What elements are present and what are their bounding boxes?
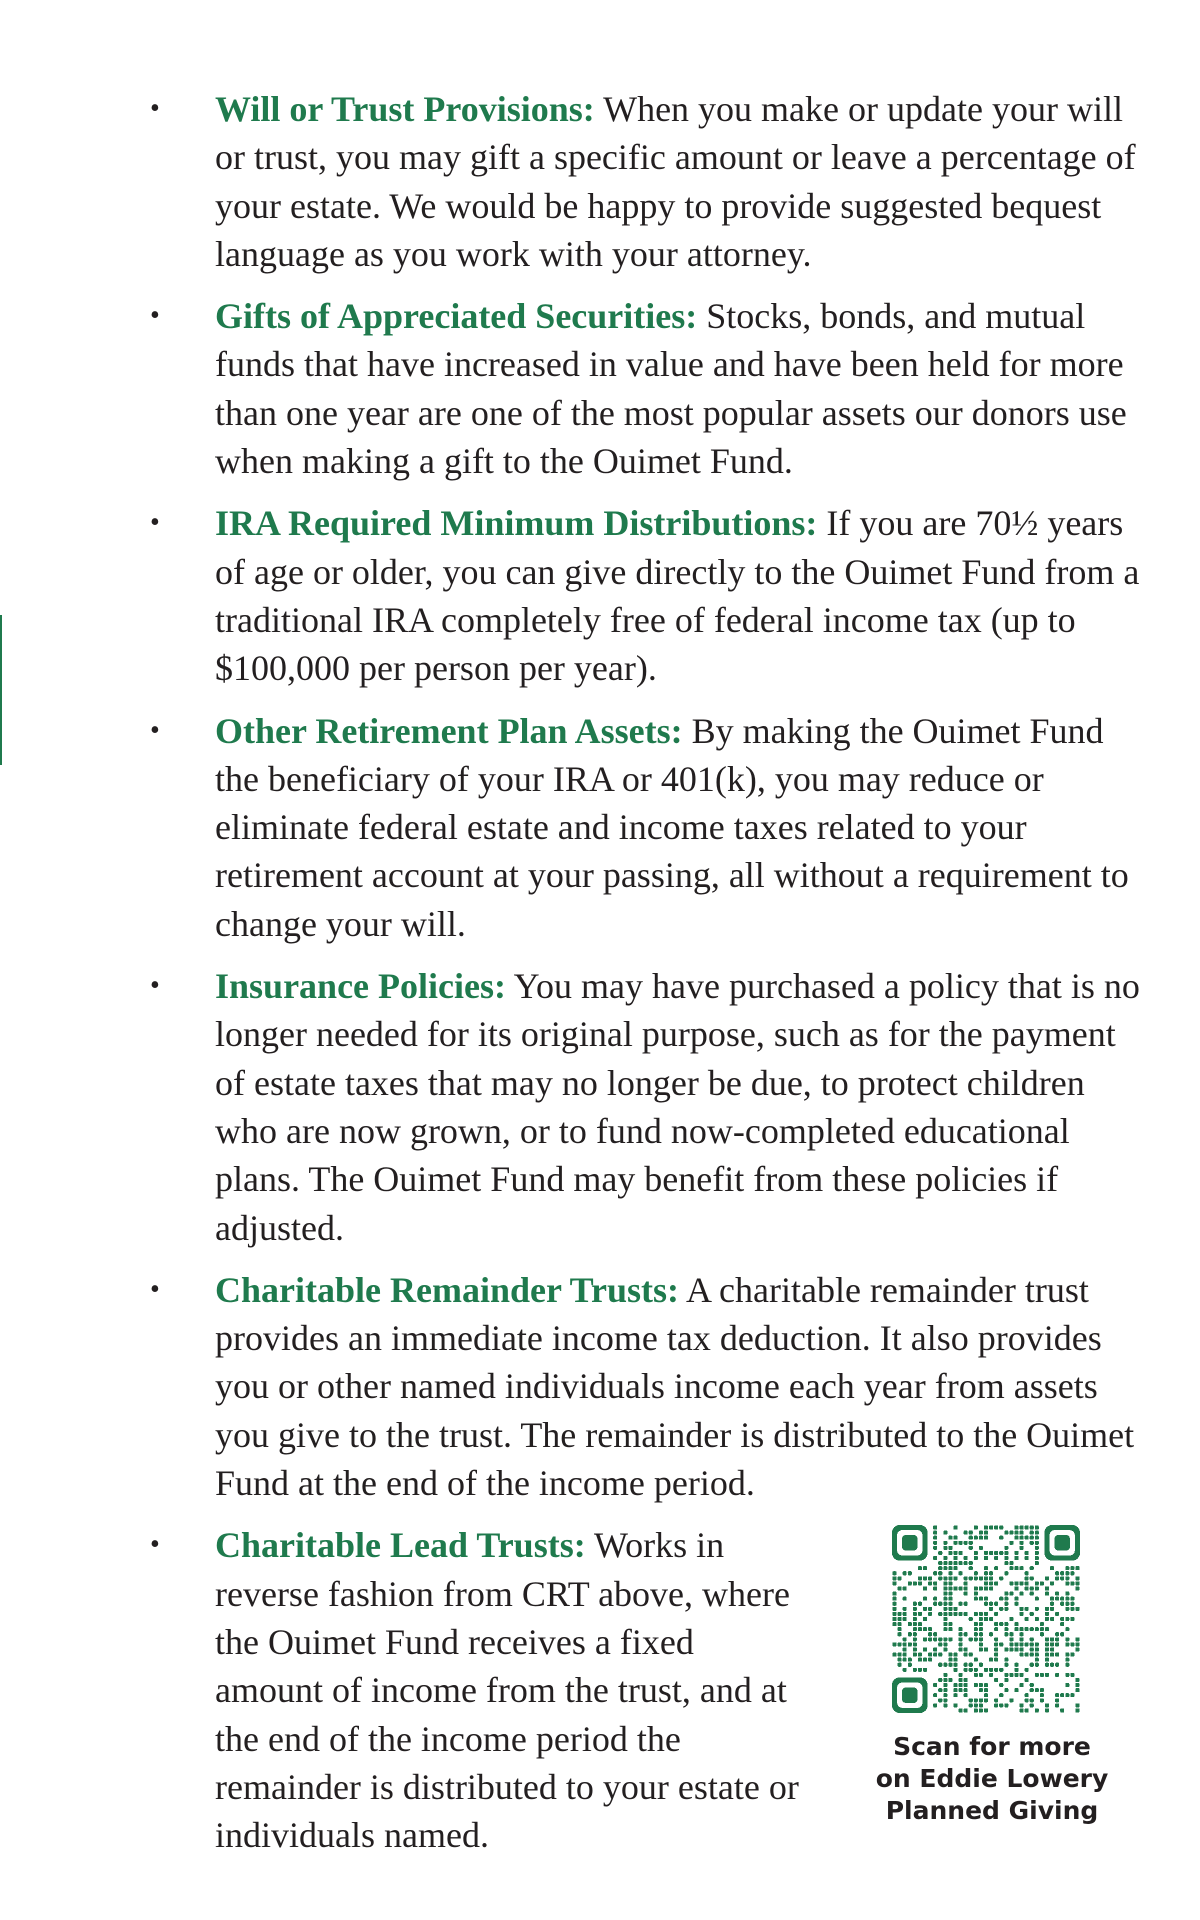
- gift-option-title: Insurance Policies:: [215, 966, 506, 1007]
- gift-option-title: Charitable Lead Trusts:: [215, 1525, 586, 1566]
- gift-option-will-trust: [150, 85, 1140, 278]
- qr-code-block: [872, 1525, 1112, 1827]
- gift-option-text: A charitable remainder trust provides an immediate income tax deduction. It also provides you or other named individuals income each year from assets you give to the trust. The remainder is distributed to the Ouimet Fund at the end of the income period.: [215, 1269, 1135, 1504]
- gift-option-body: [215, 1521, 800, 1859]
- gift-option-text: When you make or update your will or trust, you may gift a specific amount or leave a percentage of your estate. We would be happy to provide suggested bequest language as you work with your attorney.: [215, 89, 1136, 274]
- qr-caption-line: on Eddie Lowery: [875, 1764, 1109, 1793]
- gift-option-securities: [150, 292, 1140, 485]
- gift-option-text: If you are 70½ years of age or older, you can give directly to the Ouimet Fund from a traditional IRA completely free of federal income tax (up to $100,000 per person per year).: [215, 503, 1140, 689]
- qr-caption: [872, 1731, 1112, 1827]
- gift-option-retirement-assets: [150, 707, 1140, 948]
- gift-option-text: Stocks, bonds, and mutual funds that have increased in value and have been held for more than one year are one of the most popular assets our donors use when making a gift to the Ouimet Fund.: [215, 296, 1127, 482]
- gift-option-title: Gifts of Appreciated Securities:: [215, 296, 698, 337]
- gift-option-title: Will or Trust Provisions:: [215, 89, 595, 129]
- gift-option-text: You may have purchased a policy that is no longer needed for its original purpose, such as for the payment of estate taxes that may no longer be due, to protect children who are now grown, or to fund now-completed educational plans. The Ouimet Fund may benefit from these policies if adjusted.: [215, 966, 1140, 1248]
- bullet-icon: •: [150, 93, 160, 124]
- gift-option-insurance: [150, 962, 1140, 1252]
- bullet-icon: •: [150, 1529, 160, 1561]
- gift-option-text: Works in reverse fashion from CRT above, where the Ouimet Fund receives a fixed amount of income from the trust, and at the end of the income period the remainder is distributed to your estate or individuals named.: [215, 1525, 799, 1856]
- bullet-icon: •: [150, 507, 160, 539]
- gift-option-title: Charitable Remainder Trusts:: [215, 1269, 679, 1310]
- gift-option-title: Other Retirement Plan Assets:: [215, 710, 683, 751]
- gift-option-ira-rmd: [150, 499, 1140, 692]
- bullet-icon: •: [150, 300, 160, 332]
- qr-code-icon[interactable]: [892, 1525, 1080, 1713]
- gift-option-text: By making the Ouimet Fund the beneficiary of your IRA or 401(k), you may reduce or eliminate federal estate and income taxes related to your retirement account at your passing, all without a requirement to change your will.: [215, 710, 1129, 944]
- qr-caption-line: Planned Giving: [885, 1796, 1099, 1825]
- gift-option-remainder-trust: [150, 1266, 1140, 1507]
- bullet-icon: •: [150, 1273, 160, 1305]
- gift-option-title: IRA Required Minimum Distributions:: [215, 503, 818, 544]
- page-edge-accent: [0, 615, 2, 765]
- qr-caption-line: Scan for more: [893, 1732, 1091, 1761]
- bullet-icon: •: [150, 970, 160, 1002]
- bullet-icon: •: [150, 714, 160, 746]
